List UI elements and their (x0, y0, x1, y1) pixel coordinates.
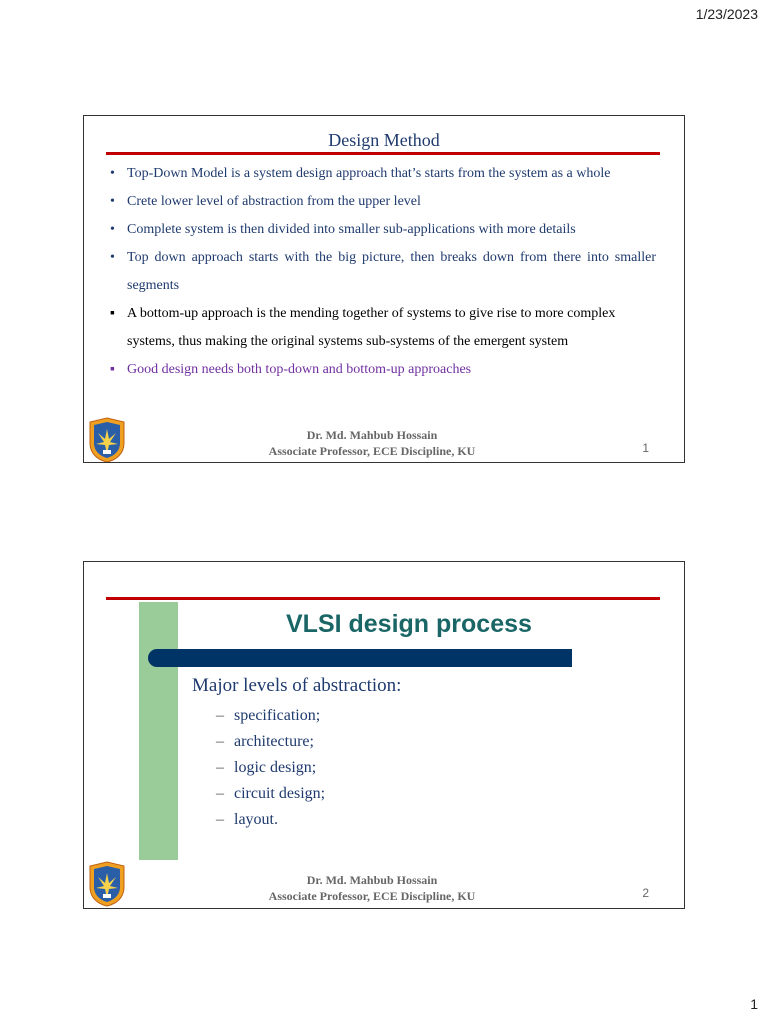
author-name: Dr. Md. Mahbub Hossain (306, 428, 438, 442)
author-title: Associate Professor, ECE Discipline, KU (268, 889, 476, 903)
list-item (110, 216, 656, 244)
list-item (110, 300, 656, 356)
level-text: specification; (234, 707, 321, 724)
level-text: circuit design; (234, 785, 326, 802)
bullet-marker: ▪ (110, 306, 115, 321)
dash-marker: – (216, 785, 224, 802)
bullet-text: Top down approach starts with the big picture, then breaks down from there into smaller segments (127, 250, 656, 293)
bullet-marker: • (110, 250, 115, 265)
bullet-text: Good design needs both top-down and bottom-up approaches (127, 362, 472, 377)
slide-1 (83, 115, 685, 463)
level-text: logic design; (234, 759, 317, 776)
accent-bar-green (139, 602, 178, 860)
page-date: 1/23/2023 (695, 6, 758, 22)
top-divider (106, 597, 660, 600)
author-name: Dr. Md. Mahbub Hossain (306, 873, 438, 887)
bullet-marker: ▪ (110, 362, 115, 377)
slide-number: 2 (642, 886, 649, 900)
list-item (216, 755, 325, 781)
bullet-text: Top-Down Model is a system design approach that’s starts from the system as a whole (127, 166, 611, 181)
slide-number: 1 (642, 441, 649, 455)
level-text: layout. (234, 811, 278, 828)
bullet-marker: • (110, 166, 115, 181)
bullet-list (110, 160, 656, 384)
list-item (110, 188, 656, 216)
dash-marker: – (216, 811, 224, 828)
slide-title: Design Method (328, 130, 440, 150)
slide-title: VLSI design process (286, 610, 532, 638)
dash-marker: – (216, 733, 224, 750)
level-text: architecture; (234, 733, 314, 750)
list-item (110, 244, 656, 300)
accent-bar-navy (148, 649, 572, 667)
list-item (216, 807, 325, 833)
bullet-text: Complete system is then divided into smaller sub-applications with more details (127, 222, 576, 237)
abstraction-levels-list (216, 703, 325, 833)
author-title: Associate Professor, ECE Discipline, KU (268, 444, 476, 458)
bullet-marker: • (110, 194, 115, 209)
page-number: 1 (750, 996, 758, 1012)
list-item (216, 729, 325, 755)
dash-marker: – (216, 707, 224, 724)
bullet-text: Crete lower level of abstraction from the upper level (127, 194, 421, 209)
list-item (216, 703, 325, 729)
slide-subtitle: Major levels of abstraction: (192, 675, 402, 696)
bullet-text: A bottom-up approach is the mending together of systems to give rise to more complex systems, thus making the original systems sub-systems of the emergent system (127, 306, 616, 349)
bullet-marker: • (110, 222, 115, 237)
slide-footer (84, 427, 660, 459)
list-item (110, 356, 656, 384)
list-item (110, 160, 656, 188)
slide-2 (83, 561, 685, 909)
title-divider (106, 152, 660, 155)
list-item (216, 781, 325, 807)
dash-marker: – (216, 759, 224, 776)
slide-footer (84, 872, 660, 904)
